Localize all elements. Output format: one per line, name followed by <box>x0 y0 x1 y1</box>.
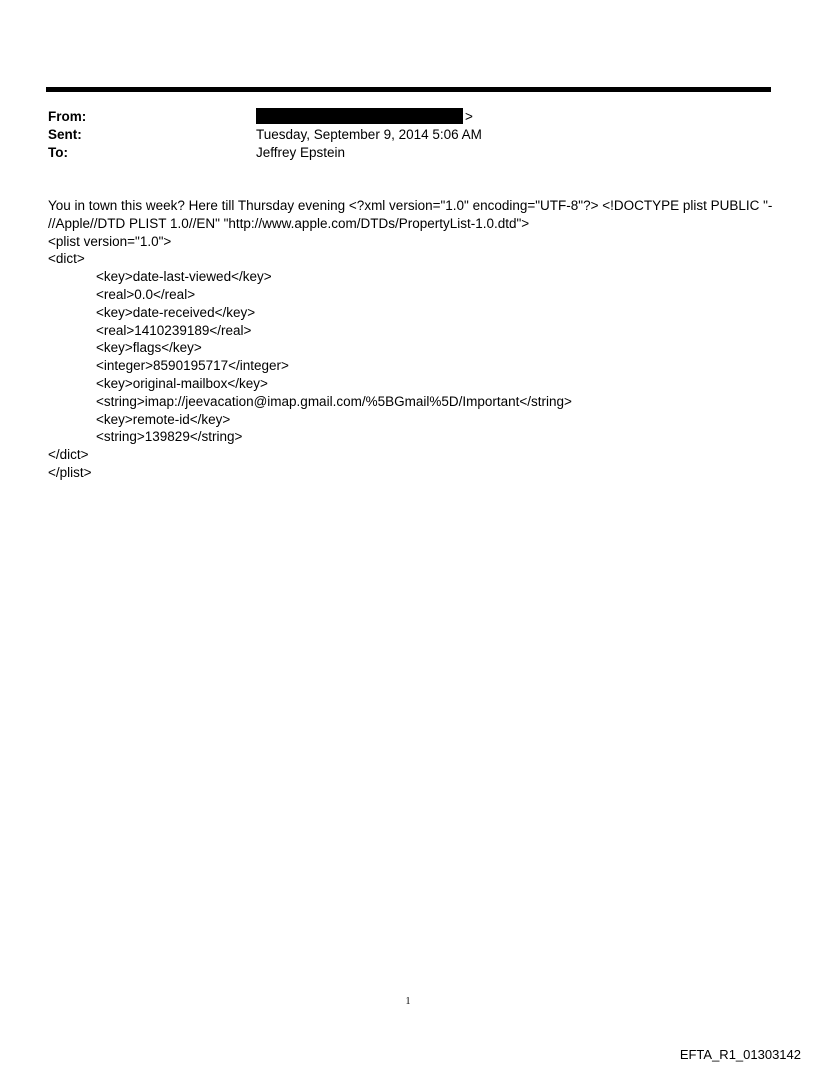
to-label: To: <box>48 145 68 160</box>
email-body <box>48 197 773 482</box>
sent-value: Tuesday, September 9, 2014 5:06 AM <box>256 127 482 142</box>
body-line: <integer>8590195717</integer> <box>96 358 289 374</box>
body-line: //Apple//DTD PLIST 1.0//EN" "http://www.apple.com/DTDs/PropertyList-1.0.dtd"> <box>48 215 530 231</box>
to-value: Jeffrey Epstein <box>256 145 346 160</box>
sent-row <box>48 126 768 144</box>
header-divider <box>46 87 771 92</box>
body-line: <key>remote-id</key> <box>96 411 231 427</box>
page-number: 1 <box>405 996 411 1007</box>
body-line: <dict> <box>48 251 85 267</box>
body-line: </dict> <box>48 447 89 463</box>
from-value-suffix: > <box>465 109 473 124</box>
body-line: <real>1410239189</real> <box>96 322 252 338</box>
body-line: <real>0.0</real> <box>96 286 196 302</box>
body-line: <plist version="1.0"> <box>48 233 172 249</box>
bates-number: EFTA_R1_01303142 <box>679 1047 801 1062</box>
to-row <box>48 144 768 162</box>
body-line: <key>date-received</key> <box>96 304 256 320</box>
body-line: <string>imap://jeevacation@imap.gmail.com/%5BGmail%5D/Important</string> <box>96 393 572 409</box>
from-label: From: <box>48 109 87 124</box>
body-line: <string>139829</string> <box>96 429 243 445</box>
redaction-block <box>256 108 463 124</box>
from-row <box>48 108 768 126</box>
body-line: <key>original-mailbox</key> <box>96 375 268 391</box>
body-line: <key>date-last-viewed</key> <box>96 269 272 285</box>
body-line: <key>flags</key> <box>96 340 202 356</box>
from-value <box>256 108 768 126</box>
sent-label: Sent: <box>48 127 82 142</box>
email-header <box>48 108 768 162</box>
body-line: You in town this week? Here till Thursday evening <?xml version="1.0" encoding="UTF-8"?> <!DOCTYPE plist PUBLIC "- <box>48 198 773 213</box>
body-line: </plist> <box>48 464 92 480</box>
